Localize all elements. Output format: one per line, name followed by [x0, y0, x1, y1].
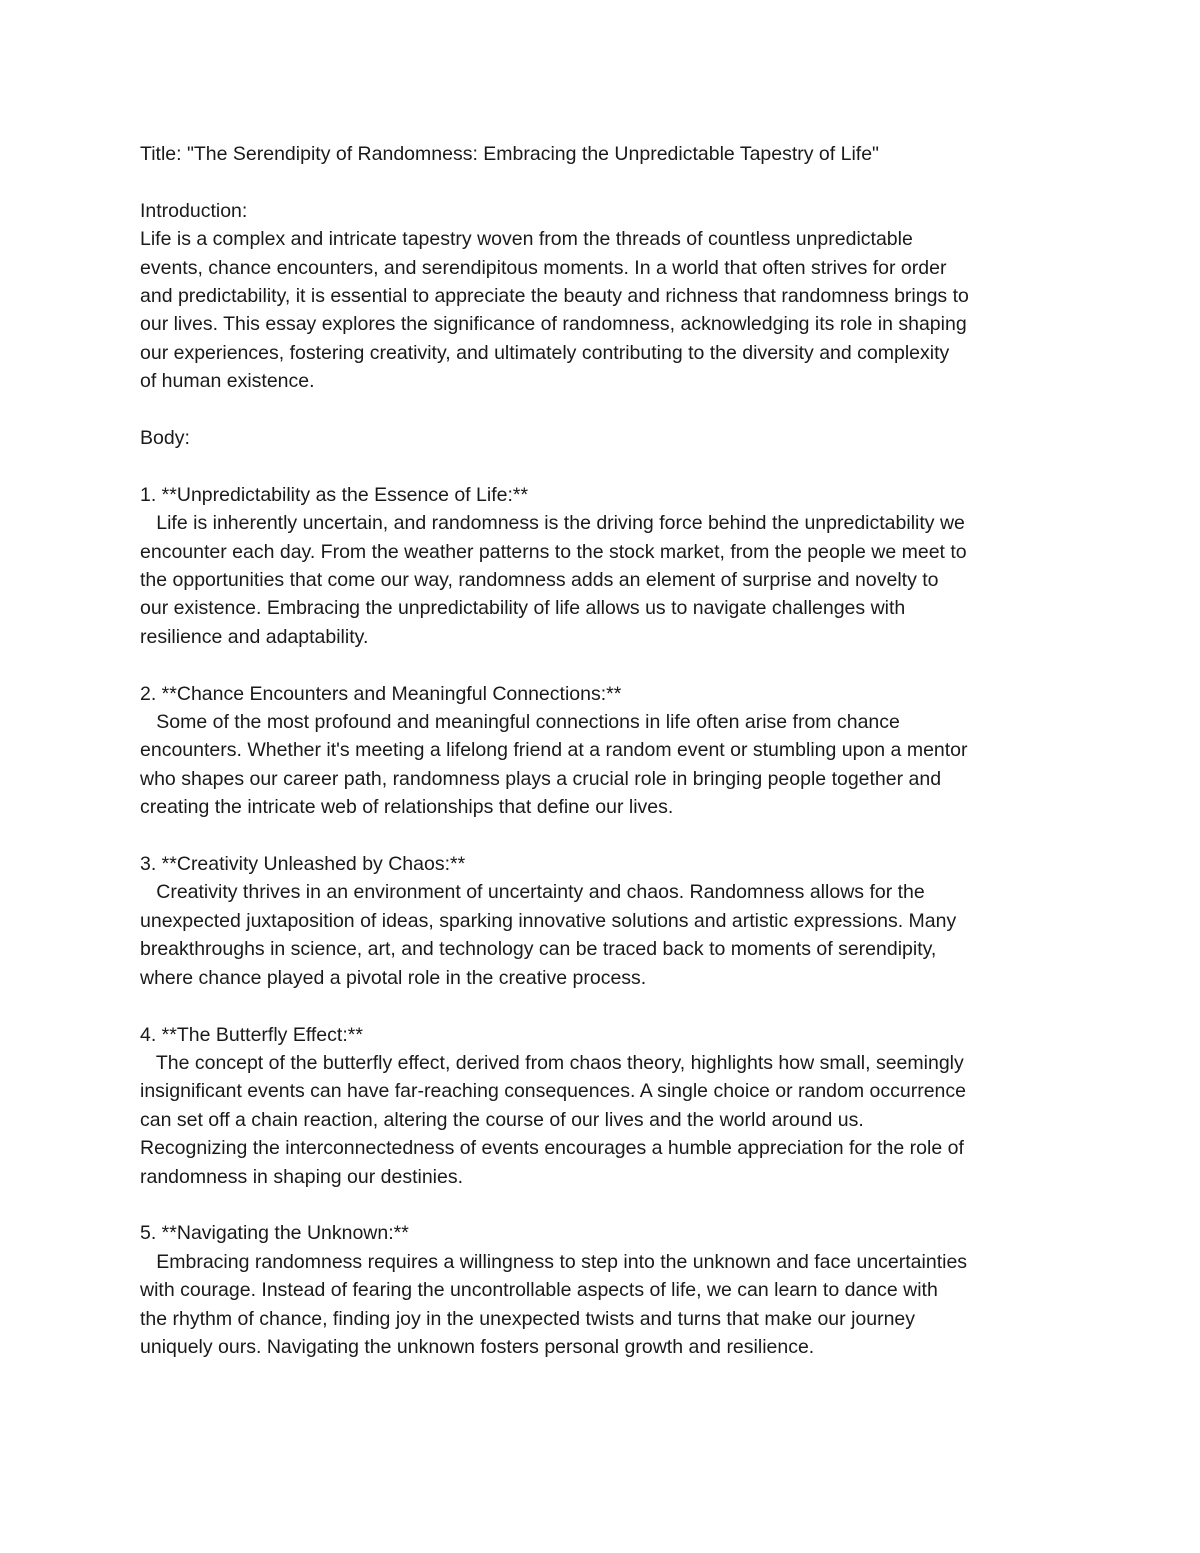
paragraph-line: Embracing randomness requires a willingness to step into the unknown and face uncertainties: [140, 1250, 968, 1273]
section-heading: 3. **Creativity Unleashed by Chaos:**: [140, 853, 466, 876]
paragraph-line: encounters. Whether it's meeting a lifelong friend at a random event or stumbling upon a mentor: [140, 739, 968, 762]
paragraph-line: Some of the most profound and meaningful connections in life often arise from chance: [140, 711, 900, 734]
paragraph-line: the rhythm of chance, finding joy in the unexpected twists and turns that make our journey: [140, 1307, 916, 1330]
spacer: [140, 396, 1070, 424]
section-4: [140, 1021, 1070, 1191]
paragraph-line: unexpected juxtaposition of ideas, sparking innovative solutions and artistic expressions. Many: [140, 909, 957, 932]
paragraph-line: Recognizing the interconnectedness of events encourages a humble appreciation for the role of: [140, 1137, 964, 1160]
paragraph-line: can set off a chain reaction, altering the course of our lives and the world around us.: [140, 1108, 864, 1131]
section-heading: 4. **The Butterfly Effect:**: [140, 1023, 363, 1046]
paragraph-line: Creativity thrives in an environment of uncertainty and chaos. Randomness allows for the: [140, 881, 925, 904]
spacer: [140, 168, 1070, 196]
spacer: [140, 1191, 1070, 1219]
paragraph-line: Life is inherently uncertain, and randomness is the driving force behind the unpredictability we: [140, 512, 965, 535]
paragraph-line: where chance played a pivotal role in the creative process.: [140, 966, 647, 989]
spacer: [140, 452, 1070, 480]
section-heading: 2. **Chance Encounters and Meaningful Connections:**: [140, 682, 622, 705]
paragraph-line: breakthroughs in science, art, and technology can be traced back to moments of serendipity,: [140, 938, 937, 961]
paragraph-line: our existence. Embracing the unpredictability of life allows us to navigate challenges with: [140, 597, 906, 620]
section-heading: 5. **Navigating the Unknown:**: [140, 1222, 409, 1245]
section-2: [140, 680, 1070, 822]
paragraph-line: uniquely ours. Navigating the unknown fosters personal growth and resilience.: [140, 1335, 815, 1358]
paragraph-line: with courage. Instead of fearing the uncontrollable aspects of life, we can learn to dance with: [140, 1279, 938, 1302]
paragraph-line: our lives. This essay explores the significance of randomness, acknowledging its role in shaping: [140, 313, 967, 336]
introduction-paragraph: [140, 225, 1070, 395]
paragraph-line: encounter each day. From the weather patterns to the stock market, from the people we meet to: [140, 540, 967, 563]
essay-page: [140, 140, 1070, 1361]
paragraph-line: creating the intricate web of relationships that define our lives.: [140, 796, 674, 819]
section-heading: 1. **Unpredictability as the Essence of Life:**: [140, 483, 529, 506]
section-3: [140, 850, 1070, 992]
spacer: [140, 651, 1070, 679]
paragraph-line: our experiences, fostering creativity, and ultimately contributing to the diversity and complexity: [140, 341, 950, 364]
introduction-heading: Introduction:: [140, 199, 248, 222]
paragraph-line: the opportunities that come our way, randomness adds an element of surprise and novelty to: [140, 569, 939, 592]
paragraph-line: randomness in shaping our destinies.: [140, 1165, 464, 1188]
paragraph-line: events, chance encounters, and serendipitous moments. In a world that often strives for order: [140, 256, 947, 279]
section-1: [140, 481, 1070, 651]
paragraph-line: and predictability, it is essential to appreciate the beauty and richness that randomness brings to: [140, 285, 969, 308]
spacer: [140, 992, 1070, 1020]
spacer: [140, 822, 1070, 850]
paragraph-line: who shapes our career path, randomness plays a crucial role in bringing people together and: [140, 767, 942, 790]
essay-title: Title: "The Serendipity of Randomness: Embracing the Unpredictable Tapestry of Life": [140, 143, 879, 165]
paragraph-line: of human existence.: [140, 370, 315, 393]
paragraph-line: Life is a complex and intricate tapestry woven from the threads of countless unpredictable: [140, 228, 913, 251]
paragraph-line: resilience and adaptability.: [140, 625, 369, 648]
paragraph-line: insignificant events can have far-reaching consequences. A single choice or random occurrence: [140, 1080, 966, 1103]
paragraph-line: The concept of the butterfly effect, derived from chaos theory, highlights how small, seemingly: [140, 1051, 964, 1074]
body-heading: Body:: [140, 427, 190, 450]
section-5: [140, 1219, 1070, 1361]
